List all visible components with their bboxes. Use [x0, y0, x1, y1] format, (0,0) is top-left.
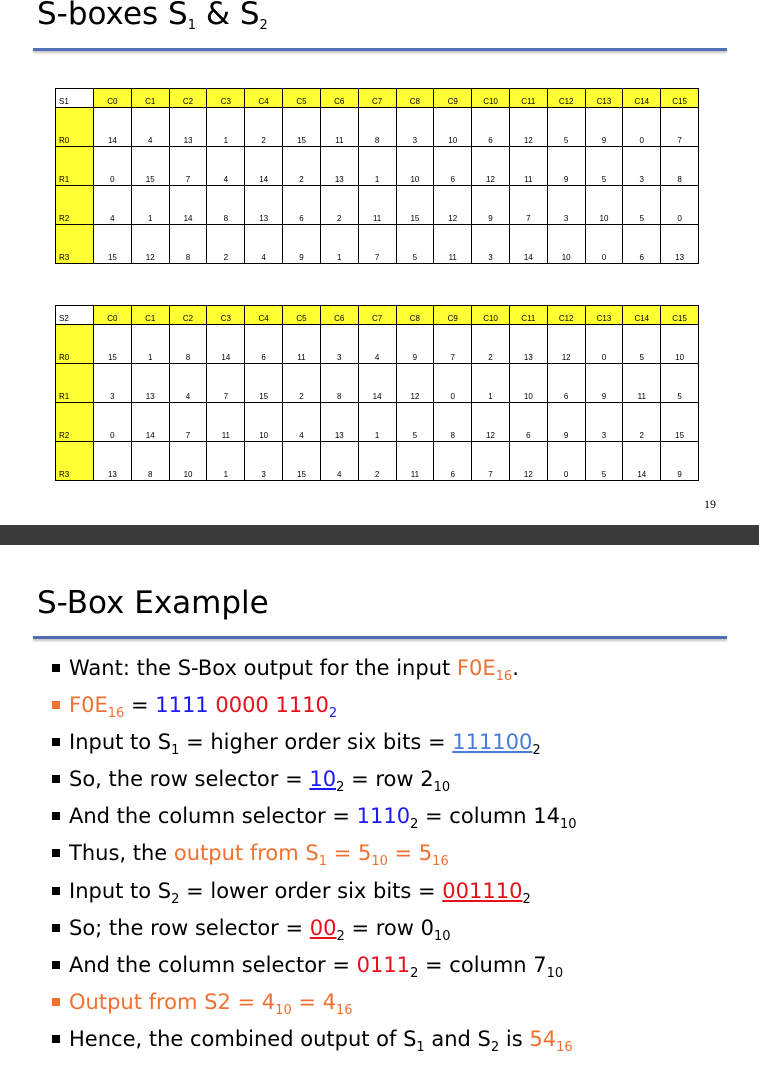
- table-cell: 5: [623, 325, 661, 364]
- table-cell: 9: [547, 147, 585, 186]
- bullet-text: Thus, the: [69, 841, 174, 866]
- column-header: C13: [585, 306, 623, 325]
- table-cell: 12: [472, 147, 510, 186]
- table-cell: 13: [320, 403, 358, 442]
- table-cell: 7: [472, 442, 510, 481]
- bullet-text: =: [124, 693, 156, 718]
- column-header: C1: [131, 306, 169, 325]
- table-cell: 10: [169, 442, 207, 481]
- result-value: 54: [529, 1026, 557, 1051]
- row-label: R3: [56, 225, 94, 264]
- table-cell: 8: [131, 442, 169, 481]
- subscript: 10: [546, 965, 564, 981]
- column-header: C9: [434, 89, 472, 108]
- table-cell: 7: [169, 403, 207, 442]
- table-cell: 1: [320, 225, 358, 264]
- bullet-square-icon: [52, 1035, 60, 1043]
- table-cell: 9: [283, 225, 321, 264]
- bullet-square-icon: [52, 924, 60, 932]
- table-cell: 2: [358, 442, 396, 481]
- table-cell: 4: [207, 147, 245, 186]
- row-label: R1: [56, 364, 94, 403]
- table-cell: 11: [320, 108, 358, 147]
- bullet-text: = column 14: [418, 804, 561, 829]
- table-cell: 9: [661, 442, 699, 481]
- table-cell: 7: [434, 325, 472, 364]
- column-header: C4: [245, 89, 283, 108]
- table-cell: 6: [283, 186, 321, 225]
- table-cell: 0: [434, 364, 472, 403]
- title-text: S-boxes S: [37, 0, 188, 32]
- bullet-list: [53, 655, 753, 1063]
- row-label: R2: [56, 186, 94, 225]
- table-cell: 10: [245, 403, 283, 442]
- bullet-text: .: [512, 656, 519, 680]
- row-label: R2: [56, 403, 94, 442]
- title-divider: [33, 636, 727, 639]
- table-cell: 12: [131, 225, 169, 264]
- table-cell: 14: [169, 186, 207, 225]
- table-cell: 10: [547, 225, 585, 264]
- table-cell: 4: [358, 325, 396, 364]
- slide-sboxes: [0, 0, 759, 525]
- bits-value: 001110: [442, 878, 523, 903]
- table-cell: 5: [661, 364, 699, 403]
- table-cell: 11: [509, 147, 547, 186]
- column-header: C11: [509, 306, 547, 325]
- slide-title: S-Box Example: [37, 585, 269, 621]
- table-cell: 15: [94, 225, 132, 264]
- title-text: & S: [195, 0, 260, 32]
- slide-gap: [0, 525, 759, 545]
- table-cell: 1: [207, 108, 245, 147]
- column-header: C10: [472, 89, 510, 108]
- s2-table: [55, 305, 699, 481]
- table-row: [56, 325, 699, 364]
- table-cell: 10: [434, 108, 472, 147]
- table-cell: 6: [245, 325, 283, 364]
- table-cell: 14: [207, 325, 245, 364]
- table-row: [56, 442, 699, 481]
- table-cell: 8: [169, 325, 207, 364]
- table-cell: 13: [245, 186, 283, 225]
- table-cell: 5: [547, 108, 585, 147]
- table-cell: 11: [358, 186, 396, 225]
- column-header: C2: [169, 306, 207, 325]
- table-cell: 13: [509, 325, 547, 364]
- table-row: [56, 225, 699, 264]
- table-cell: 15: [661, 403, 699, 442]
- table-cell: 2: [283, 364, 321, 403]
- subscript: 2: [410, 965, 419, 981]
- bullet-text: Input to S: [69, 730, 172, 755]
- subscript: 16: [336, 1002, 353, 1018]
- subscript: 16: [556, 1039, 573, 1055]
- column-header: C5: [283, 89, 321, 108]
- subscript: 10: [275, 1002, 292, 1018]
- row-label: R0: [56, 325, 94, 364]
- bullet-item: [53, 729, 753, 766]
- highlight-text: Output from S2 = 4: [69, 989, 276, 1014]
- bullet-text: So; the row selector =: [69, 915, 310, 940]
- column-header: C6: [320, 306, 358, 325]
- table-cell: 2: [245, 108, 283, 147]
- table-cell: 12: [509, 442, 547, 481]
- column-header: C15: [661, 306, 699, 325]
- header-row: [56, 306, 699, 325]
- table-cell: 13: [131, 364, 169, 403]
- subscript: 2: [328, 706, 338, 722]
- table-cell: 2: [472, 325, 510, 364]
- table-cell: 4: [169, 364, 207, 403]
- row-label: R3: [56, 442, 94, 481]
- bullet-text: = row 0: [344, 915, 434, 940]
- table-row: [56, 186, 699, 225]
- table-row: [56, 108, 699, 147]
- table-cell: 2: [283, 147, 321, 186]
- bullet-item: [53, 803, 753, 840]
- table-cell: 3: [547, 186, 585, 225]
- table-cell: 4: [245, 225, 283, 264]
- table-cell: 15: [131, 147, 169, 186]
- bullet-text: Input to S: [69, 878, 172, 903]
- table-cell: 0: [94, 403, 132, 442]
- bits-red: 0000: [215, 693, 276, 718]
- table-cell: 8: [207, 186, 245, 225]
- subscript: 2: [522, 891, 531, 907]
- column-header: C3: [207, 89, 245, 108]
- row-label: R0: [56, 108, 94, 147]
- table-cell: 6: [509, 403, 547, 442]
- table-cell: 0: [623, 108, 661, 147]
- table-cell: 0: [661, 186, 699, 225]
- bullet-text: and S: [424, 1026, 491, 1051]
- table-cell: 7: [358, 225, 396, 264]
- table-cell: 13: [661, 225, 699, 264]
- table-cell: 3: [396, 108, 434, 147]
- table-cell: 12: [434, 186, 472, 225]
- table-cell: 1: [358, 403, 396, 442]
- table-cell: 7: [509, 186, 547, 225]
- table-cell: 3: [585, 403, 623, 442]
- header-row: [56, 89, 699, 108]
- table-cell: 11: [207, 403, 245, 442]
- bullet-square-icon: [52, 849, 60, 857]
- bits-value: 1110: [356, 804, 411, 829]
- table-cell: 15: [283, 108, 321, 147]
- table-row: [56, 147, 699, 186]
- subscript: 10: [560, 817, 577, 833]
- bits-value: 0111: [356, 952, 411, 977]
- bullet-square-icon: [52, 961, 60, 969]
- table-cell: 7: [661, 108, 699, 147]
- table-cell: 4: [131, 108, 169, 147]
- bullet-square-icon: [52, 887, 60, 895]
- bullet-item: [53, 766, 753, 803]
- column-header: C2: [169, 89, 207, 108]
- table-cell: 15: [245, 364, 283, 403]
- column-header: C0: [94, 89, 132, 108]
- table-cell: 8: [320, 364, 358, 403]
- subscript: 10: [433, 928, 451, 944]
- highlight-text: = 5: [387, 841, 433, 866]
- table-cell: 8: [434, 403, 472, 442]
- table-cell: 1: [207, 442, 245, 481]
- table-cell: 9: [396, 325, 434, 364]
- table-cell: 3: [320, 325, 358, 364]
- table-cell: 10: [585, 186, 623, 225]
- highlight-text: output from S: [173, 841, 319, 866]
- column-header: C14: [623, 306, 661, 325]
- column-header: C6: [320, 89, 358, 108]
- column-header: C4: [245, 306, 283, 325]
- table-cell: 14: [94, 108, 132, 147]
- table-cell: 3: [472, 225, 510, 264]
- table-cell: 9: [472, 186, 510, 225]
- table-cell: 11: [623, 364, 661, 403]
- bullet-item: [53, 915, 753, 952]
- table-cell: 6: [547, 364, 585, 403]
- bits-value: 00: [309, 915, 337, 940]
- table-cell: 8: [169, 225, 207, 264]
- table-cell: 4: [94, 186, 132, 225]
- table-cell: 9: [547, 403, 585, 442]
- bullet-text: = lower order six bits =: [179, 878, 443, 903]
- table-cell: 7: [207, 364, 245, 403]
- table-cell: 10: [661, 325, 699, 364]
- subscript: 1: [171, 743, 180, 759]
- table-cell: 12: [547, 325, 585, 364]
- table-cell: 8: [661, 147, 699, 186]
- subscript: 16: [432, 854, 449, 870]
- title-subscript: 1: [187, 18, 196, 33]
- bullet-item: [53, 840, 753, 877]
- table-cell: 6: [623, 225, 661, 264]
- bullet-square-icon: [52, 998, 60, 1006]
- table-cell: 3: [623, 147, 661, 186]
- table-cell: 5: [396, 225, 434, 264]
- bullet-item: [53, 989, 753, 1026]
- column-header: C13: [585, 89, 623, 108]
- table-corner-cell: S1: [56, 89, 94, 108]
- highlight-text: = 4: [291, 989, 337, 1014]
- subscript: 2: [336, 928, 345, 944]
- subscript: 16: [495, 669, 513, 684]
- bullet-text: Hence, the combined output of S: [69, 1026, 417, 1051]
- table-cell: 0: [94, 147, 132, 186]
- bullet-text: = higher order six bits =: [179, 730, 453, 755]
- table-cell: 8: [358, 108, 396, 147]
- column-header: C0: [94, 306, 132, 325]
- table-cell: 5: [623, 186, 661, 225]
- bullet-square-icon: [52, 812, 60, 820]
- bullet-text: So, the row selector =: [69, 767, 310, 792]
- subscript: 2: [336, 780, 345, 796]
- table-cell: 15: [396, 186, 434, 225]
- table-cell: 6: [434, 442, 472, 481]
- bullet-item: [53, 1026, 753, 1063]
- highlight-text: = 5: [327, 841, 372, 866]
- column-header: C1: [131, 89, 169, 108]
- bullet-text: And the column selector =: [69, 952, 357, 977]
- bullet-text: And the column selector =: [69, 804, 357, 829]
- subscript: 16: [107, 706, 125, 722]
- column-header: C3: [207, 306, 245, 325]
- table-corner-cell: S2: [56, 306, 94, 325]
- table-cell: 14: [245, 147, 283, 186]
- hex-value: F0E: [456, 656, 496, 680]
- table-cell: 7: [169, 147, 207, 186]
- table-cell: 10: [396, 147, 434, 186]
- title-divider: [33, 48, 727, 51]
- bullet-text: = row 2: [344, 767, 434, 792]
- table-cell: 12: [472, 403, 510, 442]
- column-header: C12: [547, 89, 585, 108]
- column-header: C8: [396, 306, 434, 325]
- table-cell: 11: [396, 442, 434, 481]
- subscript: 10: [371, 854, 388, 870]
- table-cell: 0: [585, 225, 623, 264]
- column-header: C7: [358, 89, 396, 108]
- page-number: 19: [704, 497, 716, 511]
- table-cell: 6: [472, 108, 510, 147]
- table-cell: 15: [94, 325, 132, 364]
- table-cell: 14: [358, 364, 396, 403]
- table-cell: 1: [472, 364, 510, 403]
- subscript: 2: [171, 891, 180, 907]
- table-cell: 0: [585, 325, 623, 364]
- table-cell: 2: [207, 225, 245, 264]
- table-cell: 13: [320, 147, 358, 186]
- subscript: 10: [433, 780, 451, 796]
- table-cell: 15: [283, 442, 321, 481]
- column-header: C9: [434, 306, 472, 325]
- table-cell: 1: [131, 186, 169, 225]
- table-cell: 13: [94, 442, 132, 481]
- table-cell: 1: [131, 325, 169, 364]
- column-header: C14: [623, 89, 661, 108]
- row-label: R1: [56, 147, 94, 186]
- column-header: C10: [472, 306, 510, 325]
- table-cell: 12: [509, 108, 547, 147]
- table-cell: 3: [245, 442, 283, 481]
- slide-sbox-example: [0, 545, 759, 1073]
- subscript: 2: [490, 1039, 500, 1055]
- table-row: [56, 364, 699, 403]
- bullet-square-icon: [52, 664, 60, 672]
- table-cell: 13: [169, 108, 207, 147]
- table-cell: 0: [547, 442, 585, 481]
- column-header: C5: [283, 306, 321, 325]
- table-cell: 14: [509, 225, 547, 264]
- table-cell: 6: [434, 147, 472, 186]
- table-cell: 10: [509, 364, 547, 403]
- table-cell: 2: [623, 403, 661, 442]
- column-header: C12: [547, 306, 585, 325]
- bullet-square-icon: [52, 701, 60, 709]
- bullet-text: Want: the S-Box output for the input: [69, 656, 457, 680]
- bits-blue: 1111: [155, 693, 216, 718]
- table-cell: 14: [131, 403, 169, 442]
- table-cell: 3: [94, 364, 132, 403]
- title-subscript: 2: [259, 18, 268, 33]
- table-cell: 11: [434, 225, 472, 264]
- hex-value: F0E: [69, 693, 108, 718]
- subscript: 1: [318, 854, 327, 870]
- column-header: C8: [396, 89, 434, 108]
- bullet-text: is: [499, 1026, 530, 1051]
- table-cell: 12: [396, 364, 434, 403]
- table-cell: 2: [320, 186, 358, 225]
- bits-red: 1110: [275, 693, 329, 718]
- bullet-item: [53, 655, 753, 692]
- table-cell: 5: [396, 403, 434, 442]
- subscript: 2: [410, 817, 419, 833]
- table-cell: 1: [358, 147, 396, 186]
- table-cell: 11: [283, 325, 321, 364]
- slide-title: [37, 0, 268, 32]
- bits-value: 10: [309, 767, 337, 792]
- bullet-square-icon: [52, 775, 60, 783]
- table-cell: 14: [623, 442, 661, 481]
- column-header: C15: [661, 89, 699, 108]
- bullet-square-icon: [52, 738, 60, 746]
- column-header: C7: [358, 306, 396, 325]
- table-row: [56, 403, 699, 442]
- bullet-item: [53, 952, 753, 989]
- table-cell: 4: [320, 442, 358, 481]
- bits-value: 111100: [452, 730, 533, 755]
- bullet-item: [53, 878, 753, 915]
- column-header: C11: [509, 89, 547, 108]
- s1-table: [55, 88, 699, 264]
- bullet-item: [53, 692, 753, 729]
- bullet-text: = column 7: [418, 952, 547, 977]
- subscript: 2: [532, 743, 541, 759]
- table-cell: 9: [585, 108, 623, 147]
- table-cell: 5: [585, 442, 623, 481]
- table-cell: 5: [585, 147, 623, 186]
- table-cell: 4: [283, 403, 321, 442]
- subscript: 1: [416, 1039, 425, 1055]
- table-cell: 9: [585, 364, 623, 403]
